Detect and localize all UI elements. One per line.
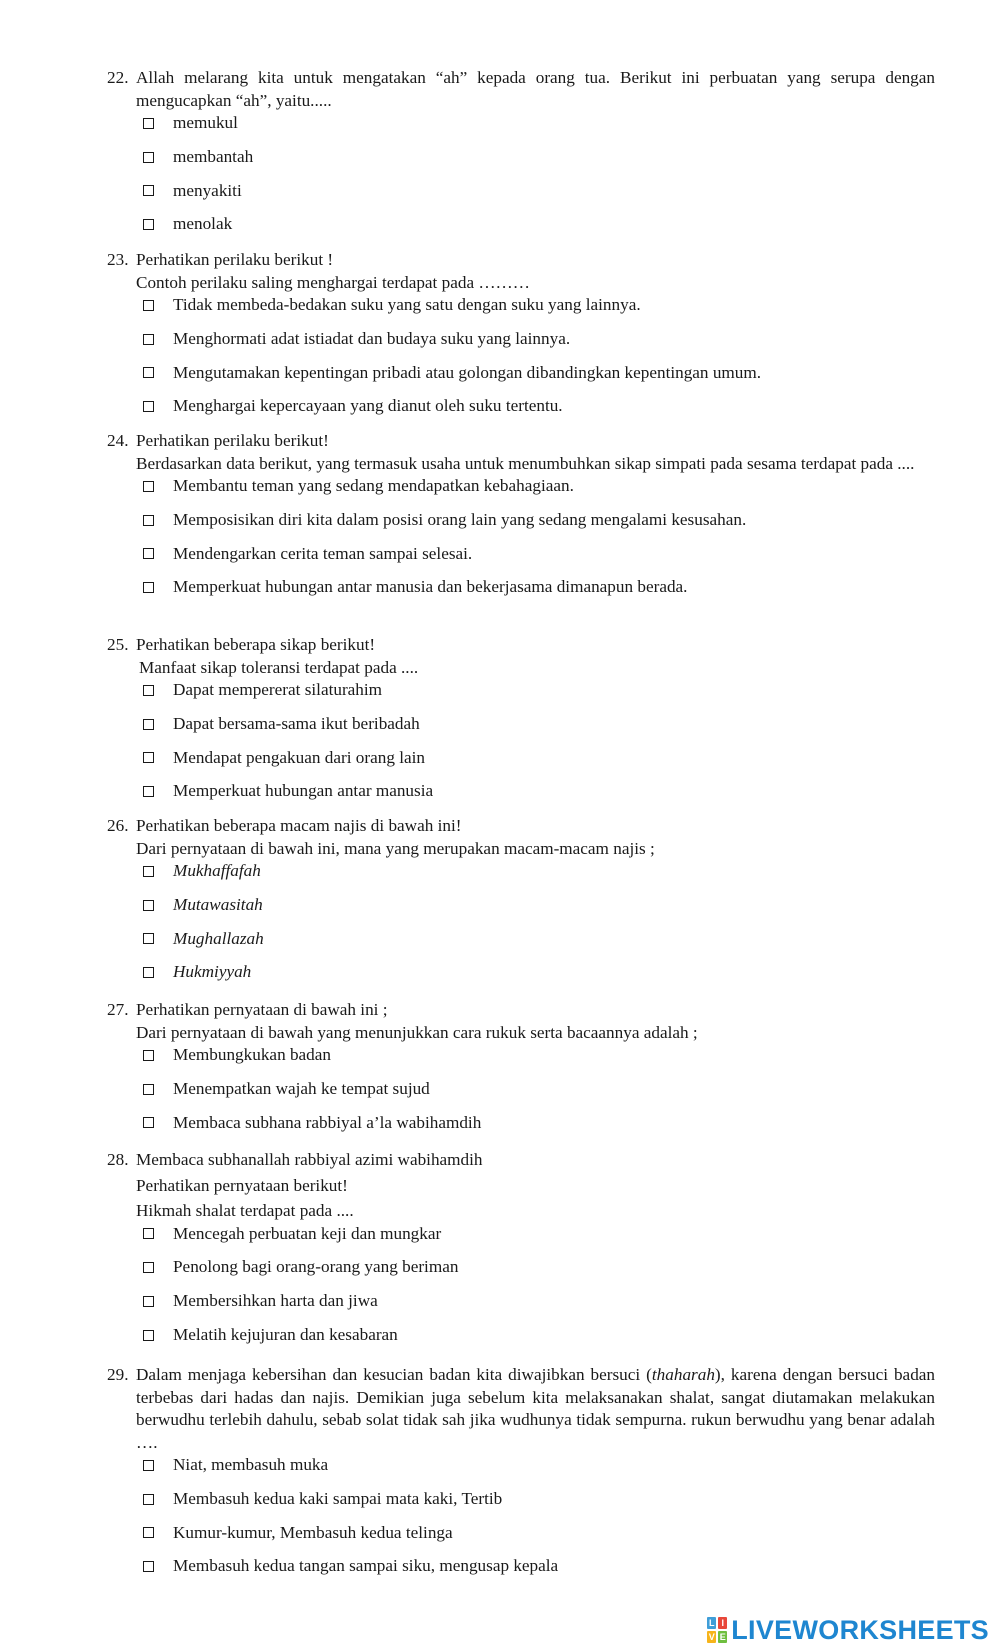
answer-option[interactable] <box>143 780 935 803</box>
checkbox-icon[interactable] <box>143 152 154 163</box>
question-text-part: Dalam menjaga kebersihan dan kesucian badan kita diwajibkan bersuci ( <box>136 1365 652 1384</box>
question-number: 28. <box>107 1150 129 1169</box>
question-23 <box>107 249 935 418</box>
question-text: Perhatikan beberapa macam najis di bawah ini! <box>136 816 462 835</box>
question-text-part: ), karena dengan bersuci badan terbebas dari hadas dan najis. Demikian juga sebelum kita melaksanakan shalat, sangat diutamakan melakukan berwudhu terlebih dahulu, sebab solat tidak sah jika wudhunya tidak sempurna. rukun berwudhu yang benar adalah …. <box>136 1365 936 1452</box>
option-label: Melatih kejujuran dan kesabaran <box>173 1324 398 1344</box>
answer-option[interactable] <box>143 576 935 599</box>
checkbox-icon[interactable] <box>143 548 154 559</box>
answer-option[interactable] <box>143 213 935 236</box>
question-text: Dari pernyataan di bawah yang menunjukkan cara rukuk serta bacaannya adalah ; <box>136 1022 698 1042</box>
checkbox-icon[interactable] <box>143 481 154 492</box>
option-label: Niat, membasuh muka <box>173 1455 329 1474</box>
option-label: Hukmiyyah <box>173 962 252 982</box>
question-26 <box>107 815 935 984</box>
answer-option[interactable] <box>143 1044 935 1067</box>
answer-option[interactable] <box>143 679 935 702</box>
logo-letter: E <box>719 1632 726 1642</box>
question-number: 26. <box>107 816 129 835</box>
answer-options <box>143 475 935 599</box>
option-label: Menghormati adat istiadat dan budaya suku yang lainnya. <box>173 328 571 348</box>
question-22 <box>107 67 935 236</box>
checkbox-icon[interactable] <box>143 685 154 696</box>
answer-option[interactable] <box>143 1555 935 1578</box>
checkbox-icon[interactable] <box>143 219 154 230</box>
option-label: Menghargai kepercayaan yang dianut oleh suku tertentu. <box>173 396 563 416</box>
option-label: Penolong bagi orang-orang yang beriman <box>173 1257 459 1277</box>
question-29 <box>107 1364 935 1578</box>
checkbox-icon[interactable] <box>143 515 154 526</box>
option-label: Membungkukan badan <box>173 1045 331 1064</box>
option-label: Membasuh kedua tangan sampai siku, mengusap kepala <box>173 1556 559 1576</box>
checkbox-icon[interactable] <box>143 866 154 877</box>
question-text: Berdasarkan data berikut, yang termasuk usaha untuk menumbuhkan sikap simpati pada sesama terdapat pada .... <box>136 453 915 473</box>
answer-option[interactable] <box>143 362 935 385</box>
answer-option[interactable] <box>143 747 935 770</box>
question-number: 27. <box>107 1000 129 1019</box>
question-text: Hikmah shalat terdapat pada .... <box>136 1201 354 1220</box>
option-label: menolak <box>173 214 233 234</box>
answer-options <box>143 1044 935 1134</box>
option-label: Menempatkan wajah ke tempat sujud <box>173 1078 430 1098</box>
answer-option[interactable] <box>143 1256 935 1279</box>
option-label: memukul <box>173 113 238 132</box>
answer-option[interactable] <box>143 1078 935 1101</box>
question-number: 24. <box>107 431 129 450</box>
option-label: Kumur-kumur, Membasuh kedua telinga <box>173 1522 453 1542</box>
question-text-italic: thaharah <box>651 1365 715 1384</box>
option-label: Memposisikan diri kita dalam posisi orang lain yang sedang mengalami kesusahan. <box>173 509 747 529</box>
option-label: Mutawasitah <box>173 894 263 914</box>
question-text: Manfaat sikap toleransi terdapat pada .... <box>139 657 419 677</box>
checkbox-icon[interactable] <box>143 1527 154 1538</box>
question-number: 29. <box>107 1365 129 1384</box>
checkbox-icon[interactable] <box>143 933 154 944</box>
checkbox-icon[interactable] <box>143 1460 154 1471</box>
question-number: 22. <box>107 68 129 87</box>
checkbox-icon[interactable] <box>143 719 154 730</box>
question-text: Dari pernyataan di bawah ini, mana yang merupakan macam-macam najis ; <box>136 838 655 858</box>
checkbox-icon[interactable] <box>143 900 154 911</box>
answer-option[interactable] <box>143 395 935 418</box>
question-text: Perhatikan pernyataan berikut! <box>136 1175 348 1195</box>
question-text: Perhatikan pernyataan di bawah ini ; <box>136 1000 388 1019</box>
question-text: Membaca subhanallah rabbiyal azimi wabihamdih <box>136 1150 483 1169</box>
answer-option[interactable] <box>143 112 935 135</box>
question-25 <box>107 634 935 803</box>
answer-option[interactable] <box>143 543 935 566</box>
logo-letter: I <box>718 1617 727 1629</box>
option-label: Membasuh kedua kaki sampai mata kaki, Tertib <box>173 1488 503 1508</box>
checkbox-icon[interactable] <box>143 1050 154 1061</box>
checkbox-icon[interactable] <box>143 786 154 797</box>
option-label: menyakiti <box>173 180 242 200</box>
answer-option[interactable] <box>143 1324 935 1347</box>
checkbox-icon[interactable] <box>143 1296 154 1307</box>
checkbox-icon[interactable] <box>143 1262 154 1273</box>
checkbox-icon[interactable] <box>143 1494 154 1505</box>
option-label: Mukhaffafah <box>173 861 261 880</box>
logo-letter: V <box>708 1632 715 1642</box>
answer-option[interactable] <box>143 894 935 917</box>
brand-name: LIVEWORKSHEETS <box>731 1614 989 1645</box>
checkbox-icon[interactable] <box>143 967 154 978</box>
answer-options <box>143 860 935 984</box>
answer-option[interactable] <box>143 146 935 169</box>
option-label: Membantu teman yang sedang mendapatkan kebahagiaan. <box>173 476 574 495</box>
answer-option[interactable] <box>143 860 935 883</box>
answer-option[interactable] <box>143 1223 935 1246</box>
answer-options <box>143 112 935 236</box>
checkbox-icon[interactable] <box>143 118 154 129</box>
answer-option[interactable] <box>143 509 935 532</box>
answer-option[interactable] <box>143 180 935 203</box>
answer-options <box>143 294 935 418</box>
answer-option[interactable] <box>143 1522 935 1545</box>
answer-options <box>143 1454 935 1578</box>
question-text: Contoh perilaku saling menghargai terdapat pada ……… <box>136 272 530 292</box>
question-27 <box>107 999 935 1134</box>
answer-option[interactable] <box>143 1112 935 1135</box>
answer-option[interactable] <box>143 1454 935 1477</box>
question-text <box>136 1364 935 1454</box>
question-24 <box>107 430 935 599</box>
option-label: Memperkuat hubungan antar manusia <box>173 781 434 801</box>
checkbox-icon[interactable] <box>143 300 154 311</box>
checkbox-icon[interactable] <box>143 582 154 593</box>
answer-option[interactable] <box>143 294 935 317</box>
answer-option[interactable] <box>143 928 935 951</box>
checkbox-icon[interactable] <box>143 185 154 196</box>
checkbox-icon[interactable] <box>143 367 154 378</box>
question-text: Allah melarang kita untuk mengatakan “ah” kepada orang tua. Berikut ini perbuatan yang serupa dengan mengucapkan “ah”, yaitu..... <box>136 68 935 110</box>
option-label: Mengutamakan kepentingan pribadi atau golongan dibandingkan kepentingan umum. <box>173 362 762 382</box>
option-label: Mughallazah <box>173 928 264 948</box>
question-text: Perhatikan perilaku berikut! <box>136 431 329 450</box>
option-label: Dapat mempererat silaturahim <box>173 680 383 699</box>
option-label: Dapat bersama-sama ikut beribadah <box>173 713 420 733</box>
checkbox-icon[interactable] <box>143 752 154 763</box>
option-label: Memperkuat hubungan antar manusia dan bekerjasama dimanapun berada. <box>173 577 688 597</box>
option-label: membantah <box>173 146 254 166</box>
liveworksheets-logo <box>707 1616 989 1644</box>
answer-options <box>143 1223 935 1347</box>
checkbox-icon[interactable] <box>143 1117 154 1128</box>
checkbox-icon[interactable] <box>143 1561 154 1572</box>
question-number: 23. <box>107 250 129 269</box>
checkbox-icon[interactable] <box>143 1330 154 1341</box>
option-label: Mencegah perbuatan keji dan mungkar <box>173 1223 442 1243</box>
answer-option[interactable] <box>143 475 935 498</box>
option-label: Membersihkan harta dan jiwa <box>173 1291 378 1311</box>
question-number: 25. <box>107 635 129 654</box>
option-label: Tidak membeda-bedakan suku yang satu dengan suku yang lainnya. <box>173 295 641 314</box>
option-label: Mendapat pengakuan dari orang lain <box>173 747 425 767</box>
answer-option[interactable] <box>143 961 935 984</box>
logo-letter: L <box>709 1618 715 1628</box>
option-label: Mendengarkan cerita teman sampai selesai. <box>173 543 473 563</box>
checkbox-icon[interactable] <box>143 401 154 412</box>
question-text: Perhatikan beberapa sikap berikut! <box>136 635 376 654</box>
question-text: Perhatikan perilaku berikut ! <box>136 250 334 269</box>
answer-option[interactable] <box>143 328 935 351</box>
logo-mark-icon <box>707 1617 727 1643</box>
answer-options <box>143 679 935 803</box>
option-label: Membaca subhana rabbiyal a’la wabihamdih <box>173 1112 482 1132</box>
checkbox-icon[interactable] <box>143 1228 154 1239</box>
checkbox-icon[interactable] <box>143 1084 154 1095</box>
answer-option[interactable] <box>143 713 935 736</box>
checkbox-icon[interactable] <box>143 334 154 345</box>
answer-option[interactable] <box>143 1290 935 1313</box>
answer-option[interactable] <box>143 1488 935 1511</box>
question-28 <box>107 1149 935 1346</box>
